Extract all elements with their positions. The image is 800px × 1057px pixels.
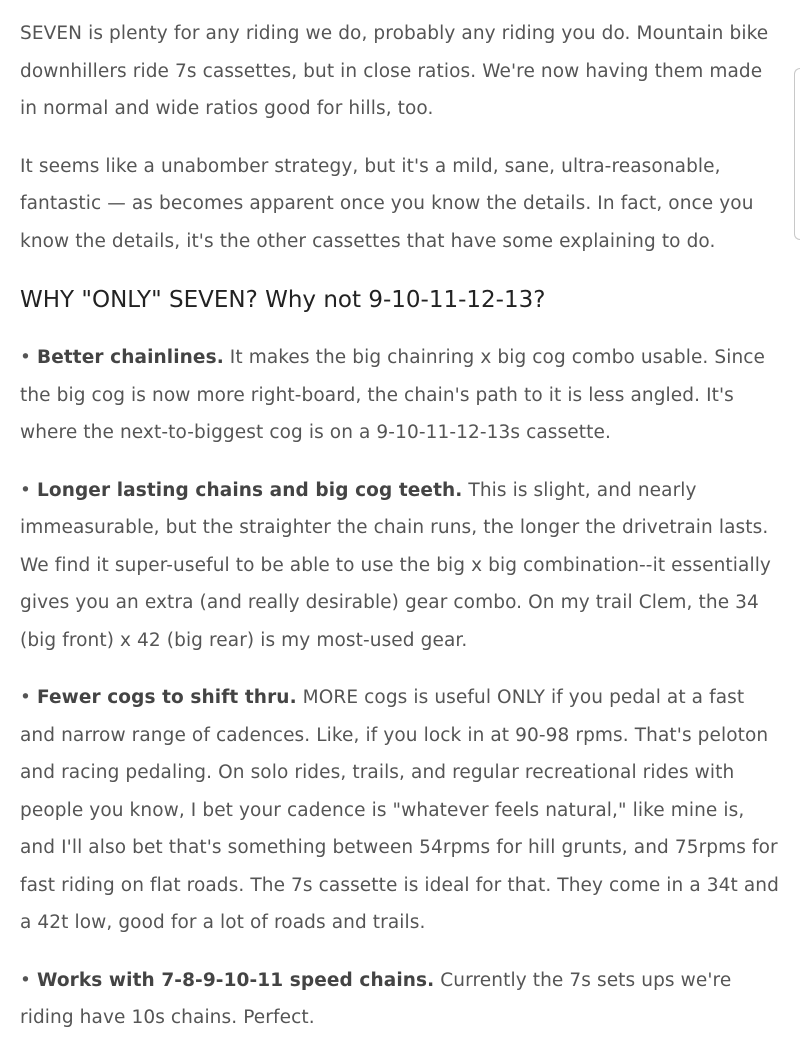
bullet-body-chains: Currently the 7s sets ups we're riding have 10s chains. Perfect. [20, 969, 732, 1028]
intro-paragraph: SEVEN is plenty for any riding we do, probably any riding you do. Mountain bike downhillers ride 7s cassettes, but in close ratios. We're now having them made in normal and wide ratios good for hills, too. [20, 23, 769, 119]
bullet-marker: • [20, 687, 37, 708]
bullet-marker: • [20, 969, 37, 991]
bullet-body-longer-lasting: This is slight, and nearly immeasurable, but the straighter the chain runs, the longer the drivetrain lasts. We find it super-useful to be able to use the big x big combination--it essentially gives you an extra (and really desirable) gear combo. On my trail Clem, the 34 (big front) x 42 (big rear) is my most-used gear. [20, 479, 771, 651]
scrollbar-handle[interactable] [794, 68, 800, 240]
bullet-paragraph-chainlines [20, 339, 782, 452]
bullet-paragraph-chains [20, 962, 782, 1037]
article-body [20, 15, 782, 1057]
section-heading: WHY "ONLY" SEVEN? Why not 9-10-11-12-13? [20, 287, 546, 313]
bullet-title-longer-lasting: Longer lasting chains and big cog teeth. [37, 479, 463, 501]
bullet-title-chains: Works with 7-8-9-10-11 speed chains. [37, 969, 435, 991]
bullet-title-fewer-cogs: Fewer cogs to shift thru. [37, 687, 297, 708]
bullet-marker: • [20, 479, 37, 501]
strategy-paragraph: It seems like a unabomber strategy, but it's a mild, sane, ultra-reasonable, fantastic — as becomes apparent once you know the details. In fact, once you know the details, it's the other cassettes that have some explaining to do. [20, 155, 754, 252]
bullet-paragraph-fewer-cogs [20, 679, 782, 942]
bullet-title-chainlines: Better chainlines. [37, 347, 224, 368]
bullet-body-chainlines: It makes the big chainring x big cog combo usable. Since the big cog is now more right-board, the chain's path to it is less angled. It's where the next-to-biggest cog is on a 9-10-11-12-13s cassette. [20, 347, 766, 443]
bullet-paragraph-longer-lasting [20, 472, 782, 660]
bullet-marker: • [20, 347, 37, 368]
bullet-body-fewer-cogs: MORE cogs is useful ONLY if you pedal at a fast and narrow range of cadences. Like, if you lock in at 90-98 rpms. That's peloton and racing pedaling. On solo rides, trails, and regular recreational rides with people you know, I bet your cadence is "whatever feels natural," like mine is, and I'll also bet that's something between 54rpms for hill grunts, and 75rpms for fast riding on flat roads. The 7s cassette is ideal for that. They come in a 34t and a 42t low, good for a lot of roads and trails. [20, 687, 779, 933]
